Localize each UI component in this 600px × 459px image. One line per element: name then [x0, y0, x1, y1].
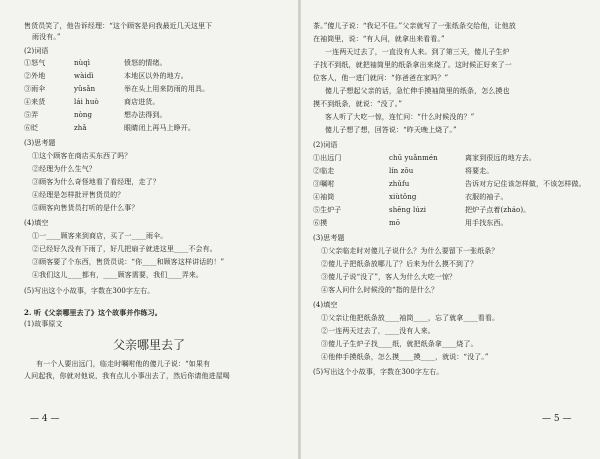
- fill-blank: ③顾客要了个东西，售货员说：“你____和顾客这样讲话的！”: [32, 258, 225, 266]
- story-line: 人问起我，你就对他说，我有点儿小事出去了，然后你请他进屋喝: [24, 372, 230, 380]
- fill-blank: ③傻儿子生炉子找____纸，就把纸条拿____烧了。: [321, 340, 478, 348]
- writing-task: (5)写出这个小故事，字数在300字左右。: [24, 287, 155, 295]
- story-line: 傻儿子想起父亲的话，急忙伸手摸袖筒里的纸条，怎么摸也: [325, 87, 510, 95]
- story-line: 有一个人要出远门，临走时嘱咐他的傻儿子说：“如果有: [36, 360, 211, 368]
- writing-task: (5)写出这个小故事，字数在300字左右。: [313, 368, 444, 376]
- section-heading: (1)故事原文: [24, 320, 63, 328]
- vocab-item: ⑤弄 nòng 想办法得到。: [24, 111, 167, 119]
- question: ⑤顾客向售货员打听的是什么事？: [32, 204, 139, 212]
- fill-blank: ②一连两天过去了，____没有人来。: [321, 327, 435, 335]
- section-heading: (2)词语: [313, 141, 338, 149]
- question: ③傻儿子说“没了”，客人为什么大吃一惊？: [321, 273, 457, 281]
- question: ④经理是怎样批评售货员的？: [32, 191, 125, 199]
- fill-blank: ④我们这儿____都有，____顾客需要，我们____弄来。: [32, 271, 203, 279]
- vocab-item: ③雨伞 yǔsǎn 举在头上用来防雨的用具。: [24, 85, 210, 93]
- body-line: 售货员笑了，他告诉经理：“这个顾客是问我最近几天这里下: [24, 22, 213, 30]
- vocab-item: ③嘱咐 zhǔfu 告诉对方记住该怎样做，不该怎样做。: [313, 180, 586, 188]
- story-line: 客人听了大吃一惊，连忙问：“什么时候没的？”: [325, 113, 475, 121]
- fill-blank: ①父亲让他把纸条放____袖筒____，忘了就拿____看看。: [321, 314, 500, 322]
- vocab-item: ④来货 lái huò 商店进货。: [24, 98, 160, 106]
- section-heading: (4)填空: [24, 219, 49, 227]
- question: ①这个顾客在商店买东西了吗？: [32, 152, 132, 160]
- question: ②经理为什么生气？: [32, 165, 96, 173]
- story-line: 傻儿子想了想，回答说：“昨天晚上烧了。”: [325, 126, 457, 134]
- vocab-item: ④袖筒 xiùtǒng 衣服的袖子。: [313, 193, 508, 201]
- body-line: 雨没有。”: [32, 33, 61, 41]
- section-heading: (4)填空: [313, 301, 338, 309]
- section-heading: (3)思考题: [24, 139, 56, 147]
- section-heading: 2. 听《父亲哪里去了》这个故事并作练习。: [24, 308, 162, 317]
- story-line: 摸不到纸条，就说：“没了。”: [313, 100, 403, 108]
- left-page: [0, 0, 298, 459]
- story-line: 茶。”傻儿子说：“我记不住。”父亲就写了一张纸条交给他，让他放: [313, 22, 516, 30]
- fill-blank: ①一____顾客来到商店，买了一____雨伞。: [32, 232, 168, 240]
- question: ①父亲临走时对傻儿子说什么？为什么要留下一张纸条？: [321, 247, 499, 255]
- vocab-item: ②外地 wàidì 本地区以外的地方。: [24, 72, 188, 80]
- vocab-item: ①怒气 nùqì 愤怒的情绪。: [24, 59, 167, 67]
- story-line: 位客人，他一进门就问：“你爸爸在家吗？”: [313, 74, 449, 82]
- page-number: — 4 —: [30, 414, 60, 424]
- section-heading: (2)词语: [24, 47, 49, 55]
- vocab-item: ⑤生炉子 shēng lúzi 把炉子点着(zháo)。: [313, 206, 531, 214]
- question: ③顾客为什么奇怪地看了看经理，走了？: [32, 178, 160, 186]
- story-title: 父亲哪里去了: [112, 338, 185, 352]
- question: ②傻儿子把纸条放哪儿了？后来为什么摸不到了？: [321, 260, 478, 268]
- right-page: [301, 0, 600, 459]
- story-line: 子找不到纸，就把袖筒里的纸条拿出来烧了。这时候正好来了一: [313, 61, 512, 69]
- fill-blank: ④他伸手摸纸条，怎么摸____摸____，就说：“没了。”: [321, 353, 489, 361]
- page-number: — 5 —: [542, 414, 572, 424]
- vocab-item: ⑥眨 zhǎ 眼睛闭上再马上睁开。: [24, 124, 195, 132]
- vocab-item: ①出远门 chū yuǎnmén 离家到很远的地方去。: [313, 154, 536, 162]
- question: ④客人问什么时候没的“指的是什么？: [321, 286, 439, 294]
- section-heading: (3)思考题: [313, 234, 345, 242]
- story-line: 一连两天过去了，一直没有人来。到了第三天，傻儿子生炉: [325, 48, 510, 56]
- fill-blank: ②已经好久没有下雨了，好几把扇子就进这里____不会有。: [32, 245, 217, 253]
- vocab-item: ②临走 lín zǒu 将要走。: [313, 167, 494, 175]
- vocab-item: ⑥摸 mō 用手找东西。: [313, 219, 508, 227]
- story-line: 在袖筒里，说：“有人问，就拿出来看看。”: [313, 35, 445, 43]
